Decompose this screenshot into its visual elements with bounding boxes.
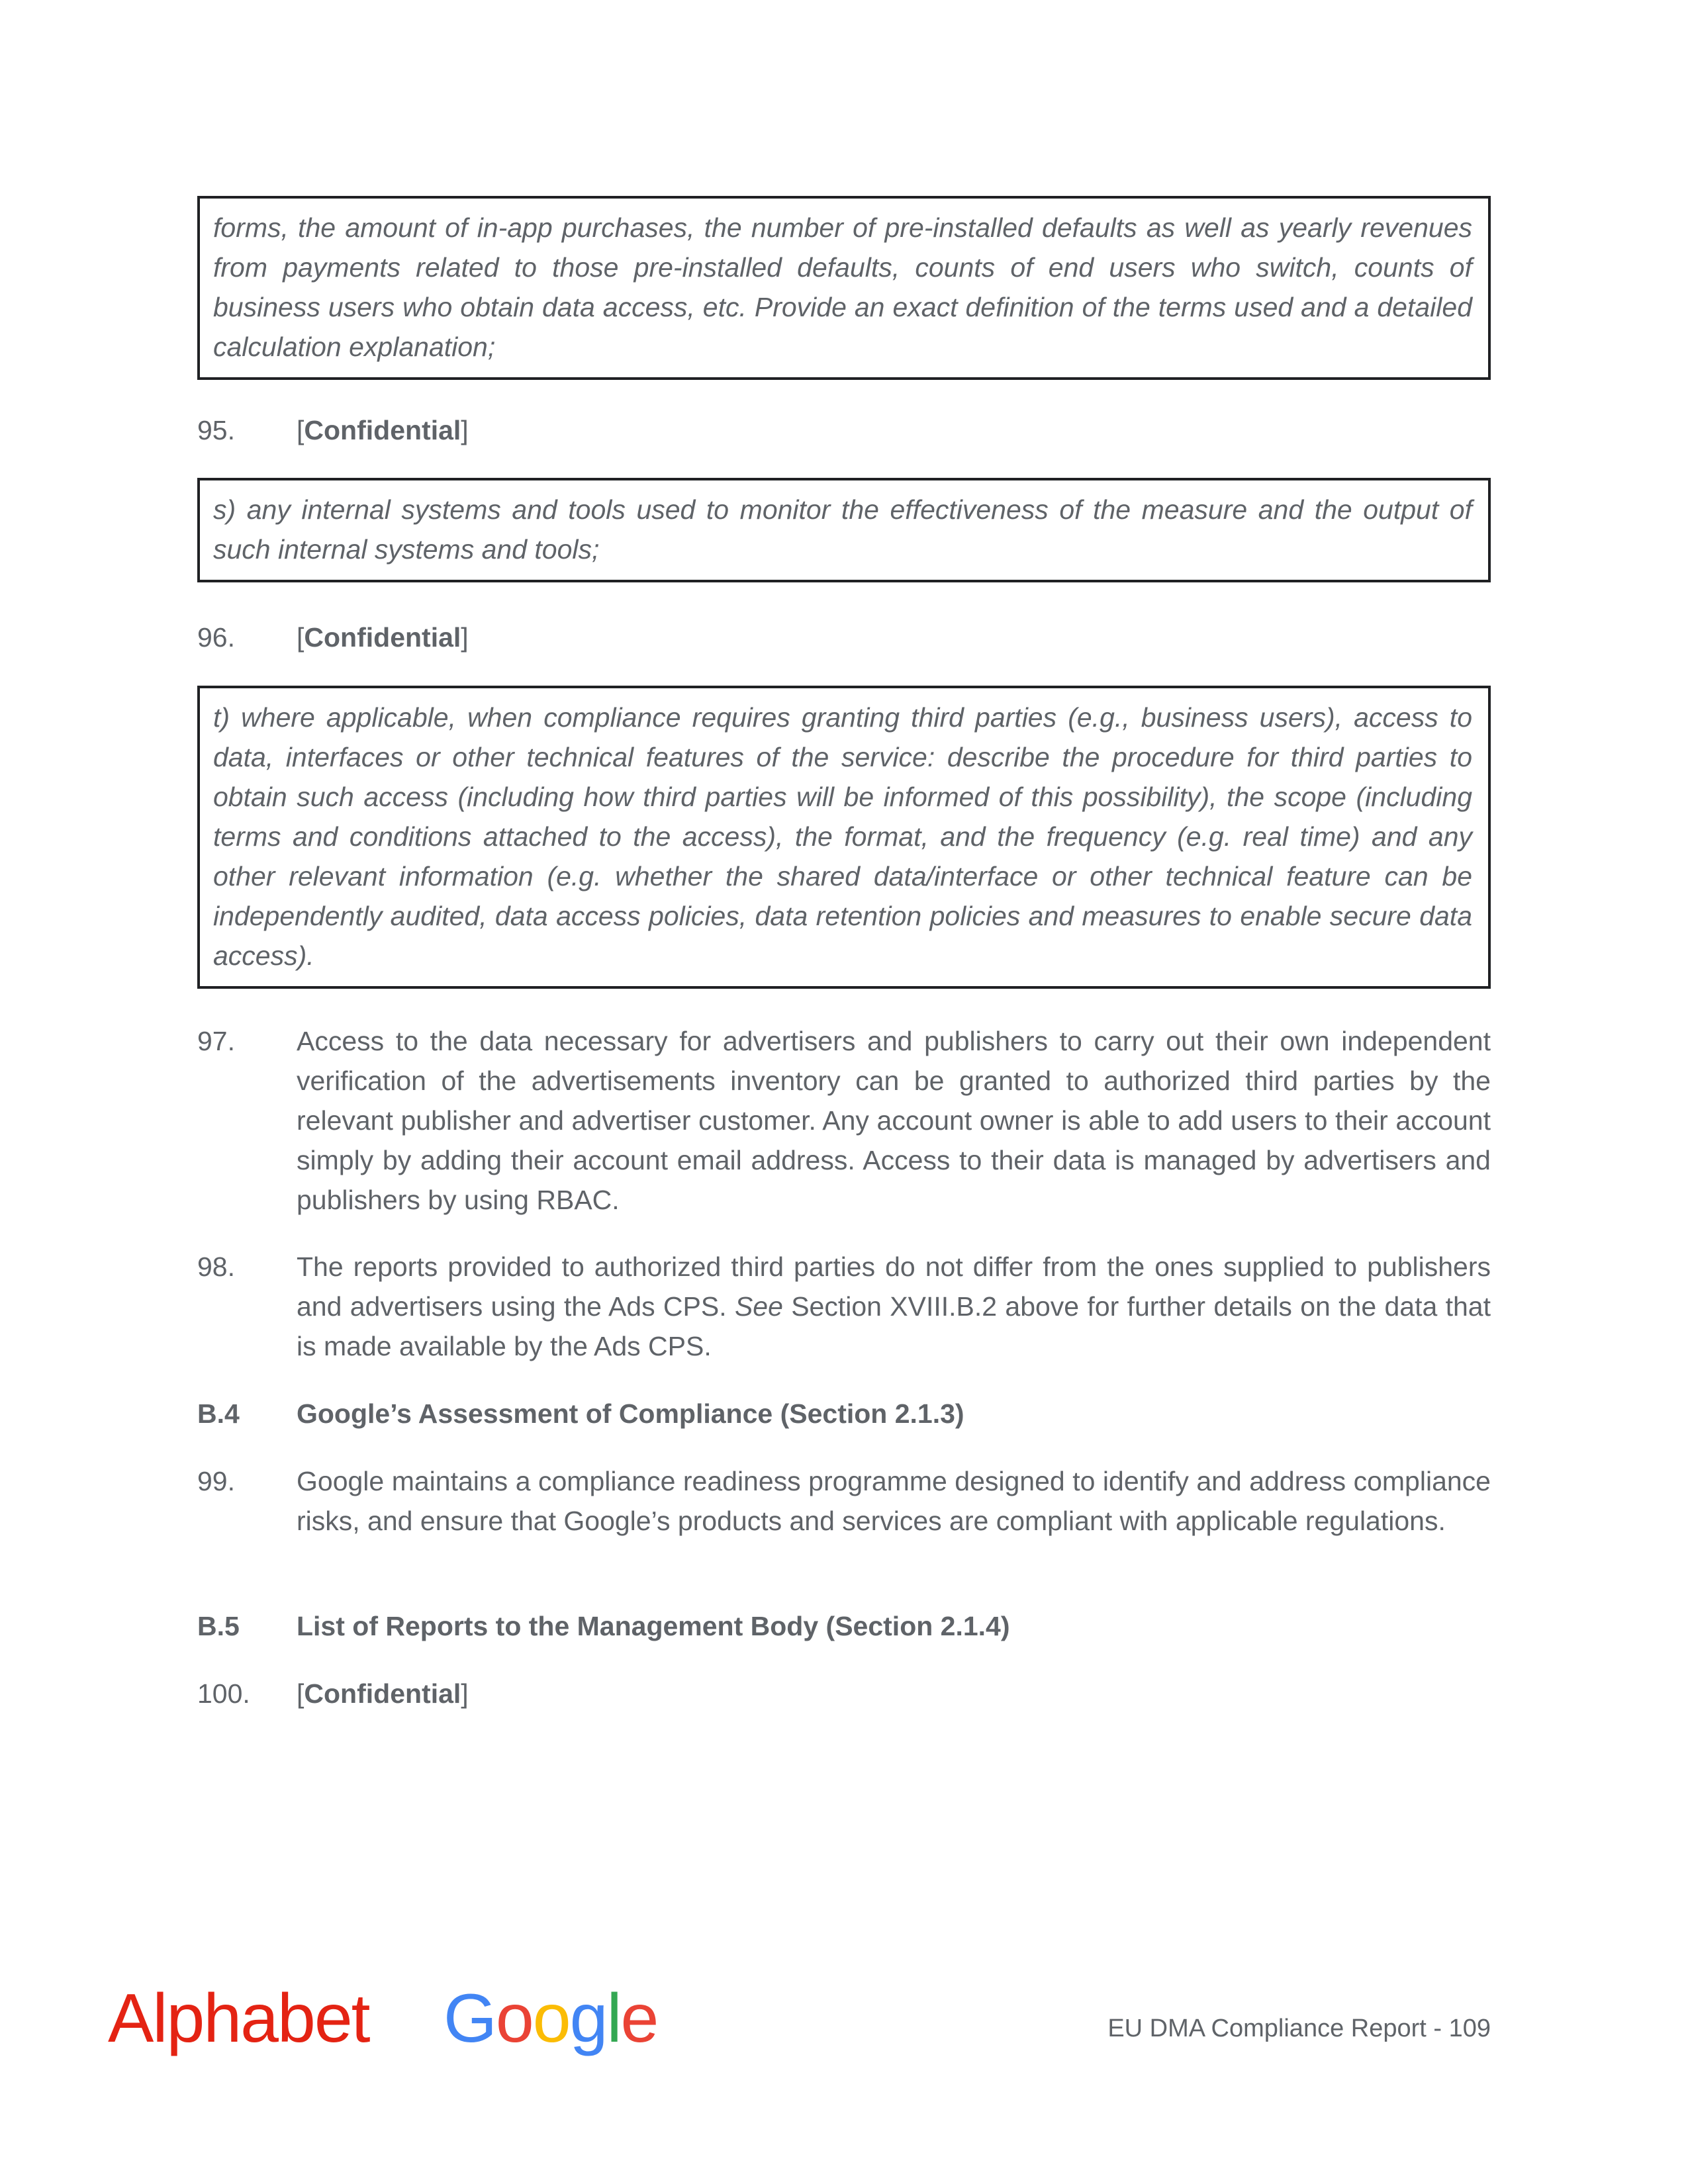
paragraph-95 xyxy=(197,410,1491,450)
paragraph-98 xyxy=(197,1247,1491,1366)
see-signal: See xyxy=(734,1291,783,1322)
google-logo-letter: l xyxy=(606,1980,621,2057)
paragraph-body: [Confidential] xyxy=(297,1678,469,1709)
paragraph-body: Google maintains a compliance readiness programme designed to identify and address compliance risks, and ensure that Google’s products and services are compliant with applicable regulations. xyxy=(297,1466,1491,1536)
paragraph-number: 95. xyxy=(197,415,235,445)
paragraph-body: [Confidential] xyxy=(297,415,469,445)
quote-box-requirement-s xyxy=(197,478,1491,582)
google-logo-letter: o xyxy=(495,1980,533,2057)
section-heading-b5 xyxy=(197,1606,1491,1646)
quote-text: s) any internal systems and tools used to monitor the effectiveness of the measure and the output of such internal systems and tools; xyxy=(213,494,1472,565)
quote-text: t) where applicable, when compliance requires granting third parties (e.g., business users), access to data, interfaces or other technical features of the service: describe the procedure for third parties to obtain such access (including how third parties will be informed of this possibility), the scope (including terms and conditions attached to the access), the format, and the frequency (e.g. real time) and any other relevant information (e.g. whether the shared data/interface or other technical feature can be independently audited, data access policies, data retention policies and measures to enable secure data access). xyxy=(213,702,1472,971)
confidential-label: Confidential xyxy=(304,1678,461,1709)
paragraph-text-cont: Section XVIII.B.2 above for further details on the data that is made available by the Ads CPS. xyxy=(297,1291,1491,1361)
paragraph-body xyxy=(297,1247,1491,1366)
google-logo-letter: e xyxy=(620,1980,658,2057)
google-logo-letter: g xyxy=(569,1980,607,2057)
quote-box-requirement-t xyxy=(197,686,1491,989)
paragraph-100 xyxy=(197,1674,1491,1713)
paragraph-body: [Confidential] xyxy=(297,622,469,653)
paragraph-text: The reports provided to authorized third parties do not differ from the ones supplied to publishers and advertisers using the Ads CPS. xyxy=(297,1251,1491,1322)
google-logo-letter: G xyxy=(444,1980,496,2057)
paragraph-number: 97. xyxy=(197,1026,235,1056)
section-number: B.5 xyxy=(197,1611,240,1641)
paragraph-97 xyxy=(197,1021,1491,1220)
paragraph-number: 100. xyxy=(197,1678,250,1709)
alphabet-logo: Alphabet xyxy=(108,1980,369,2057)
quote-text: forms, the amount of in-app purchases, the number of pre-installed defaults as well as yearly revenues from payments related to those pre-installed defaults, counts of end users who switch, counts of business users who obtain data access, etc. Provide an exact definition of the terms used and a detailed calculation explanation; xyxy=(213,212,1472,362)
section-title: List of Reports to the Management Body (Section 2.1.4) xyxy=(297,1611,1010,1641)
paragraph-99 xyxy=(197,1461,1491,1541)
confidential-label: Confidential xyxy=(304,415,461,445)
section-title: Google’s Assessment of Compliance (Section 2.1.3) xyxy=(297,1398,964,1429)
section-number: B.4 xyxy=(197,1398,240,1429)
paragraph-number: 96. xyxy=(197,622,235,653)
paragraph-number: 98. xyxy=(197,1251,235,1282)
paragraph-96 xyxy=(197,617,1491,657)
footer-report-page: EU DMA Compliance Report - 109 xyxy=(1107,2015,1491,2042)
paragraph-number: 99. xyxy=(197,1466,235,1496)
confidential-label: Confidential xyxy=(304,622,461,653)
quote-box-requirement-r xyxy=(197,196,1491,380)
google-logo xyxy=(444,1979,657,2058)
section-heading-b4 xyxy=(197,1394,1491,1433)
paragraph-body: Access to the data necessary for advertisers and publishers to carry out their own independent verification of the advertisements inventory can be granted to authorized third parties by the relevant publisher and advertiser customer. Any account owner is able to add users to their account simply by adding their account email address. Access to their data is managed by advertisers and publishers by using RBAC. xyxy=(297,1026,1491,1215)
google-logo-letter: o xyxy=(532,1980,570,2057)
